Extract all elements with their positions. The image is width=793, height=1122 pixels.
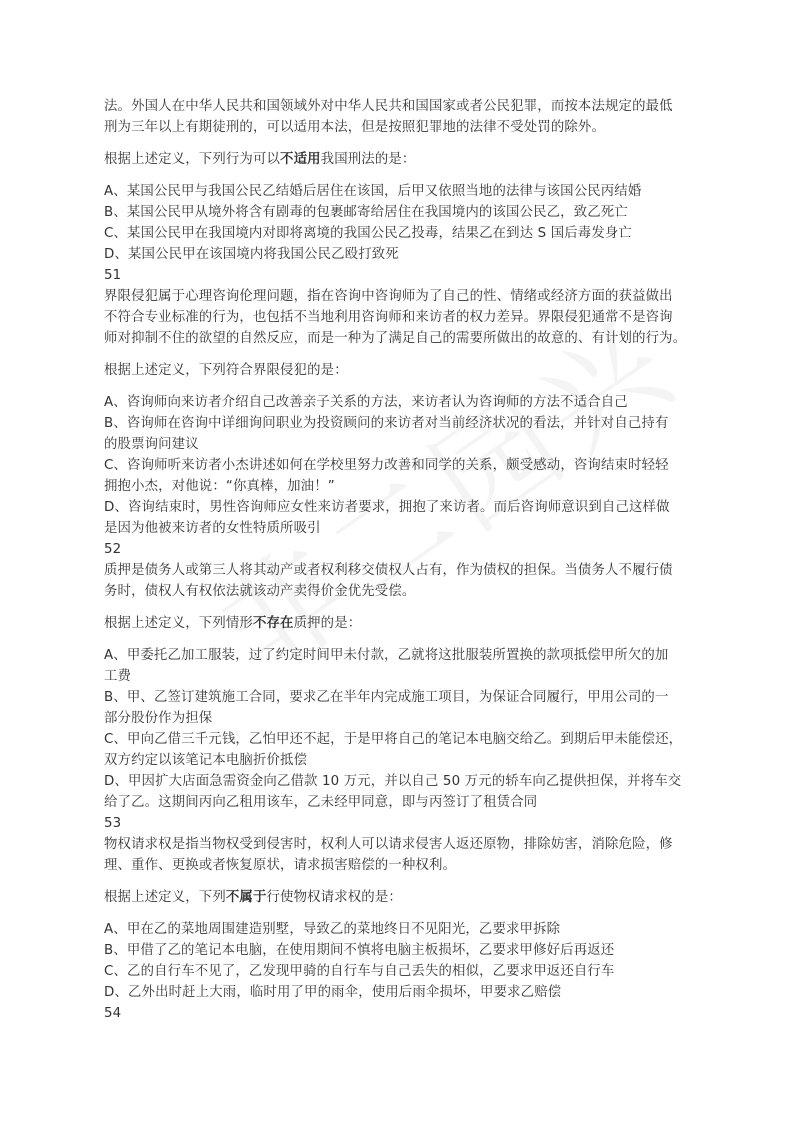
emphasis-text: 不属于 [225,890,267,905]
question-number: 53 [104,816,122,831]
option-d-cont: 给了乙。这期间丙向乙租用该车，乙未经甲同意，即与丙签订了租赁合同 [104,795,538,810]
emphasis-text: 不存在 [252,616,294,631]
definition-line: 不符合专业标准的行为，也包括不当地利用咨询师和来访者的权力差异。界限侵犯通常不是咨询 [104,310,673,325]
option-c: C、乙的自行车不见了，乙发现甲骑的自行车与自己丢失的相似，乙要求甲返还自行车 [104,964,615,979]
option-d: D、某国公民甲在该国境内将我国公民乙殴打致死 [104,247,399,262]
option-a: A、某国公民甲与我国公民乙结婚后居住在该国，后甲又依照当地的法律与该国公民丙结婚 [104,184,642,199]
definition-line: 理、重作、更换或者恢复原状，请求损害赔偿的一种权利。 [104,858,457,873]
option-d: D、乙外出时赶上大雨，临时用了甲的雨伞，使用后雨伞损坏，甲要求乙赔偿 [104,985,562,1000]
option-d-cont: 是因为他被来访者的女性特质所吸引 [104,521,321,536]
option-a: A、甲委托乙加工服装，过了约定时间甲未付款，乙就将这批服装所置换的款项抵偿甲所欠的加 [104,648,669,663]
definition-line: 物权请求权是指当物权受到侵害时，权利人可以请求侵害人返还原物，排除妨害，消除危险，修 [104,837,673,852]
option-a: A、咨询师向来访者介绍自己改善亲子关系的方法，来访者认为咨询师的方法不适合自己 [104,395,628,410]
question-50: 根据上述定义，下列行为可以不适用我国刑法的是： [104,152,416,167]
option-c-cont: 拥抱小杰，对他说：“你真棒，加油！” [104,479,335,494]
question-number: 54 [104,1006,122,1021]
option-b: B、甲借了乙的笔记本电脑，在使用期间不慎将电脑主板损坏，乙要求甲修好后再返还 [104,943,615,958]
question-number: 51 [104,268,122,283]
option-c: C、咨询师听来访者小杰讲述如何在学校里努力改善和同学的关系，颇受感动，咨询结束时轻轻 [104,458,669,473]
definition-line: 师对抑制不住的欲望的自然反应，而是一种为了满足自己的需要所做出的故意的、有计划的行为。 [104,331,687,346]
option-b-cont: 的股票询问建议 [104,437,199,452]
question-51: 根据上述定义，下列符合界限侵犯的是： [104,363,348,378]
document-body [104,96,694,1024]
definition-line: 务时，债权人有权依法就该动产卖得价金优先受偿。 [104,584,416,599]
question-53: 根据上述定义，下列不属于行使物权请求权的是： [104,890,402,905]
intro-line: 刑为三年以上有期徒刑的，可以适用本法，但是按照犯罪地的法律不受处罚的除外。 [104,120,606,135]
question-52: 根据上述定义，下列情形不存在质押的是： [104,616,362,631]
option-d: D、咨询结束时，男性咨询师应女性来访者要求，拥抱了来访者。而后咨询师意识到自己这样做 [104,500,670,515]
definition-line: 界限侵犯属于心理咨询伦理问题，指在咨询中咨询师为了自己的性、情绪或经济方面的获益做出 [104,289,673,304]
intro-line: 法。外国人在中华人民共和国领域外对中华人民共和国国家或者公民犯罪，而按本法规定的最低 [104,99,673,114]
option-c: C、某国公民甲在我国境内对即将离境的我国公民乙投毒，结果乙在到达 S 国后毒发身亡 [104,226,632,241]
option-b: B、甲、乙签订建筑施工合同，要求乙在半年内完成施工项目，为保证合同履行，甲用公司的一 [104,690,669,705]
option-b-cont: 部分股份作为担保 [104,711,213,726]
option-a-cont: 工费 [104,669,132,684]
option-d: D、甲因扩大店面急需资金向乙借款 10 万元，并以自己 50 万元的轿车向乙提供担保，并将车交 [104,774,682,789]
option-b: B、某国公民甲从境外将含有剧毒的包裹邮寄给居住在我国境内的该国公民乙，致乙死亡 [104,205,628,220]
option-c: C、甲向乙借三千元钱，乙怕甲还不起，于是甲将自己的笔记本电脑交给乙。到期后甲未能偿还， [104,732,683,747]
question-number: 52 [104,542,122,557]
emphasis-text: 不适用 [280,152,321,167]
option-a: A、甲在乙的菜地周围建造别墅，导致乙的菜地终日不见阳光，乙要求甲拆除 [104,922,561,937]
definition-line: 质押是债务人或第三人将其动产或者权利移交债权人占有，作为债权的担保。当债务人不履行债 [104,563,673,578]
option-c-cont: 双方约定以该笔记本电脑折价抵偿 [104,753,308,768]
option-b: B、咨询师在咨询中详细询问职业为投资顾问的来访者对当前经济状况的看法，并针对自己持有 [104,416,669,431]
